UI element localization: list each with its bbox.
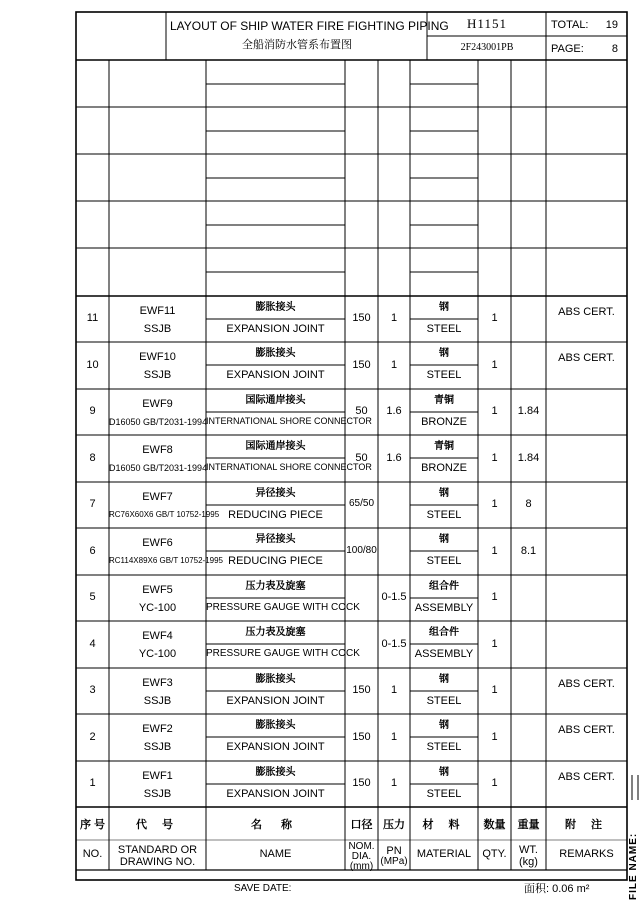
row-code: EWF5 bbox=[142, 584, 173, 596]
row-qty: 1 bbox=[491, 591, 498, 603]
row-standard: SSJB bbox=[143, 323, 172, 335]
row-dia: 150 bbox=[352, 358, 371, 371]
row-remarks: ABS CERT. bbox=[558, 678, 615, 690]
row-name-cn: 国际通岸接头 bbox=[245, 441, 306, 452]
row-standard: RC76X60X6 GB/T 10752-1995 bbox=[109, 510, 220, 519]
row-pn: 0-1.5 bbox=[381, 591, 407, 603]
row-dia: 65/50 bbox=[348, 498, 375, 509]
row-name-cn: 异径接头 bbox=[255, 534, 296, 545]
row-dia: 100/80 bbox=[346, 544, 377, 556]
row-material-en: STEEL bbox=[426, 695, 462, 707]
row-weight: 8 bbox=[525, 498, 532, 510]
row-name-cn: 膨胀接头 bbox=[255, 720, 296, 731]
row-material-en: STEEL bbox=[426, 323, 462, 335]
row-material-cn: 青铜 bbox=[434, 395, 454, 406]
row-code: EWF1 bbox=[142, 770, 173, 782]
col-dia-en2: DIA. bbox=[351, 851, 372, 862]
col-std-en1: STANDARD OR bbox=[117, 844, 198, 856]
row-weight: 8.1 bbox=[520, 544, 537, 557]
drawing-no: 2F243001PB bbox=[460, 42, 514, 53]
row-code: EWF4 bbox=[142, 630, 173, 642]
row-no: 2 bbox=[89, 730, 96, 743]
row-weight: 1.84 bbox=[517, 405, 540, 417]
row-code: EWF11 bbox=[139, 305, 176, 317]
row-pn: 1 bbox=[390, 358, 398, 371]
row-name-en: REDUCING PIECE bbox=[228, 509, 323, 521]
row-name-en: EXPANSION JOINT bbox=[226, 788, 325, 800]
row-standard: SSJB bbox=[143, 695, 172, 707]
row-name-en: EXPANSION JOINT bbox=[226, 323, 325, 335]
row-name-en: EXPANSION JOINT bbox=[226, 741, 325, 753]
row-no: 3 bbox=[89, 684, 96, 696]
row-material-cn: 组合件 bbox=[429, 627, 459, 638]
row-qty: 1 bbox=[491, 358, 498, 371]
row-standard: SSJB bbox=[143, 369, 172, 381]
row-material-cn: 钢 bbox=[439, 348, 449, 359]
row-pn: 1 bbox=[390, 312, 398, 324]
title-en: LAYOUT OF SHIP WATER FIRE FIGHTING PIPING bbox=[170, 19, 449, 33]
col-pn-cn: 压力 bbox=[383, 819, 405, 831]
row-name-cn: 膨胀接头 bbox=[255, 348, 296, 359]
col-remarks-en: REMARKS bbox=[559, 848, 614, 860]
col-wt-en1: WT. bbox=[519, 844, 538, 856]
row-no: 8 bbox=[89, 451, 96, 464]
col-mat-cn: 材 料 bbox=[422, 819, 466, 831]
row-material-cn: 钢 bbox=[439, 767, 449, 778]
row-name-cn: 国际通岸接头 bbox=[245, 395, 306, 406]
row-material-cn: 钢 bbox=[439, 720, 449, 731]
row-material-cn: 钢 bbox=[439, 302, 449, 313]
col-remarks-cn: 附 注 bbox=[564, 819, 609, 831]
row-name-cn: 压力表及旋塞 bbox=[245, 627, 306, 638]
row-qty: 1 bbox=[491, 684, 498, 696]
row-standard: YC-100 bbox=[138, 648, 177, 660]
row-material-en: ASSEMBLY bbox=[414, 602, 474, 614]
row-dia: 50 bbox=[355, 451, 368, 464]
row-standard: RC114X89X6 GB/T 10752-1995 bbox=[109, 556, 224, 565]
row-qty: 1 bbox=[491, 498, 498, 510]
row-pn: 1 bbox=[390, 777, 398, 789]
row-name-cn: 膨胀接头 bbox=[255, 674, 296, 685]
col-wt-cn: 重量 bbox=[517, 819, 540, 831]
col-dia-en1: NOM. bbox=[348, 841, 375, 852]
row-dia: 150 bbox=[352, 312, 371, 324]
row-material-cn: 组合件 bbox=[429, 581, 459, 592]
row-qty: 1 bbox=[491, 405, 498, 417]
row-no: 5 bbox=[89, 591, 96, 603]
page-value: 8 bbox=[611, 43, 618, 55]
row-pn: 1 bbox=[390, 684, 398, 696]
drawing-code: H1151 bbox=[467, 16, 507, 31]
title-cn: 全船消防水管系布置图 bbox=[242, 39, 352, 51]
total-value: 19 bbox=[605, 19, 618, 31]
col-qty-cn: 数量 bbox=[483, 819, 506, 831]
area: 面积: 0.06 m² bbox=[524, 883, 590, 895]
row-name-cn: 膨胀接头 bbox=[255, 302, 296, 313]
row-name-en: PRESSURE GAUGE WITH COCK bbox=[206, 602, 360, 613]
row-material-en: STEEL bbox=[426, 555, 462, 567]
row-standard: SSJB bbox=[143, 788, 172, 800]
file-name-label: FILE NAME: bbox=[628, 832, 639, 900]
row-pn: 1.6 bbox=[386, 451, 402, 464]
row-qty: 1 bbox=[491, 312, 498, 324]
row-remarks: ABS CERT. bbox=[558, 724, 615, 736]
row-qty: 1 bbox=[491, 637, 498, 650]
row-material-cn: 钢 bbox=[439, 674, 449, 685]
row-name-cn: 膨胀接头 bbox=[255, 767, 296, 778]
col-pn-en2: (MPa) bbox=[380, 856, 408, 867]
row-material-en: STEEL bbox=[426, 369, 462, 381]
row-remarks: ABS CERT. bbox=[558, 306, 615, 318]
row-code: EWF3 bbox=[142, 677, 173, 689]
row-no: 10 bbox=[86, 358, 99, 371]
row-qty: 1 bbox=[491, 544, 498, 557]
row-code: EWF10 bbox=[139, 351, 176, 363]
row-qty: 1 bbox=[491, 730, 498, 743]
row-material-cn: 钢 bbox=[439, 534, 449, 545]
row-name-cn: 压力表及旋塞 bbox=[245, 581, 306, 592]
row-qty: 1 bbox=[491, 451, 498, 464]
row-remarks: ABS CERT. bbox=[558, 771, 615, 783]
row-name-en: EXPANSION JOINT bbox=[226, 369, 325, 381]
row-qty: 1 bbox=[491, 777, 498, 789]
row-standard: SSJB bbox=[143, 741, 172, 753]
row-material-en: STEEL bbox=[426, 509, 462, 521]
total-label: TOTAL: bbox=[551, 19, 589, 31]
row-pn: 1.6 bbox=[386, 405, 402, 417]
col-name-en: NAME bbox=[259, 848, 292, 860]
col-dia-en3: (mm) bbox=[349, 861, 374, 872]
col-name-cn: 名 称 bbox=[250, 819, 301, 831]
row-no: 7 bbox=[89, 498, 96, 510]
row-material-en: ASSEMBLY bbox=[414, 648, 474, 660]
row-code: EWF2 bbox=[142, 723, 173, 735]
row-name-en: PRESSURE GAUGE WITH COCK bbox=[206, 648, 360, 659]
save-date: SAVE DATE: bbox=[234, 883, 292, 894]
row-dia: 150 bbox=[352, 777, 371, 789]
row-no: 11 bbox=[86, 312, 99, 324]
row-dia: 150 bbox=[352, 684, 371, 696]
col-pn-en1: PN bbox=[386, 845, 402, 857]
col-std-en2: DRAWING NO. bbox=[119, 856, 196, 868]
row-standard: YC-100 bbox=[138, 602, 177, 614]
row-dia: 50 bbox=[355, 405, 368, 417]
col-no-en: NO. bbox=[82, 848, 103, 860]
row-name-en: REDUCING PIECE bbox=[228, 555, 323, 567]
row-material-en: STEEL bbox=[426, 741, 462, 753]
row-material-en: BRONZE bbox=[421, 416, 467, 428]
col-std-cn: 代 号 bbox=[135, 819, 180, 831]
row-code: EWF7 bbox=[142, 491, 173, 503]
col-no-cn: 序 号 bbox=[79, 819, 106, 831]
row-no: 4 bbox=[89, 637, 96, 650]
row-no: 6 bbox=[89, 544, 96, 557]
row-dia: 150 bbox=[352, 730, 371, 743]
col-wt-en2: (kg) bbox=[519, 856, 538, 868]
row-code: EWF6 bbox=[142, 537, 173, 549]
row-name-en: INTERNATIONAL SHORE CONNECTOR bbox=[206, 462, 372, 472]
row-remarks: ABS CERT. bbox=[558, 352, 615, 364]
row-no: 9 bbox=[89, 405, 96, 417]
row-name-cn: 异径接头 bbox=[255, 488, 296, 499]
page-label: PAGE: bbox=[551, 43, 584, 55]
row-code: EWF9 bbox=[142, 398, 173, 410]
row-name-en: INTERNATIONAL SHORE CONNECTOR bbox=[206, 416, 372, 426]
row-standard: D16050 GB/T2031-1994 bbox=[109, 417, 208, 427]
col-mat-en: MATERIAL bbox=[416, 848, 472, 860]
col-qty-en: QTY. bbox=[482, 848, 507, 860]
row-material-cn: 青铜 bbox=[434, 441, 454, 452]
row-no: 1 bbox=[89, 777, 96, 789]
row-material-en: BRONZE bbox=[421, 462, 467, 474]
row-weight: 1.84 bbox=[517, 451, 540, 464]
row-standard: D16050 GB/T2031-1994 bbox=[109, 463, 208, 473]
col-dia-cn: 口径 bbox=[350, 819, 373, 831]
row-material-en: STEEL bbox=[426, 788, 462, 800]
row-name-en: EXPANSION JOINT bbox=[226, 695, 325, 707]
row-pn: 1 bbox=[390, 730, 398, 743]
row-material-cn: 钢 bbox=[439, 488, 449, 499]
row-pn: 0-1.5 bbox=[381, 637, 407, 650]
row-code: EWF8 bbox=[142, 444, 173, 456]
